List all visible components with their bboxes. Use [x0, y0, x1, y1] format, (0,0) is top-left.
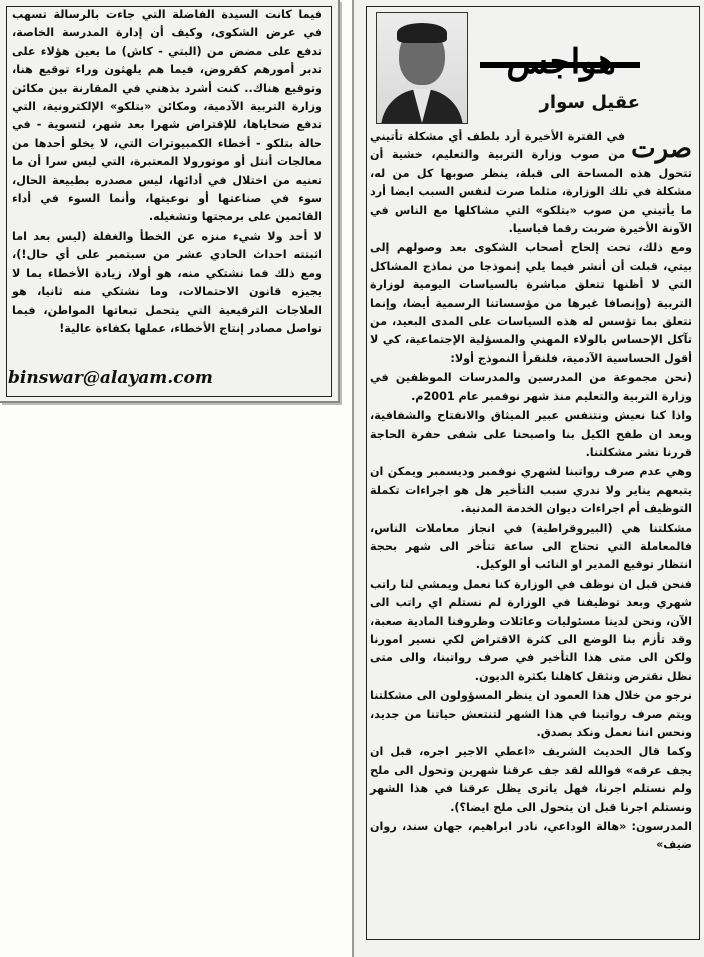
right-paragraph: (نحن مجموعة من المدرسين والمدرسات الموظفين في وزارة التربية والتعليم منذ شهر نوفمبر عام 2001م.: [370, 371, 692, 403]
author-name: عقيل سوار: [539, 92, 640, 113]
right-paragraph: مشكلتنا هي (البيروقراطية) في انجاز معاملات الناس، فالمعاملة التي تحتاج الى ساعة تتأخر الى شهر بحجة انتظار توقيع المدير او النائب أو الوكيل.: [370, 521, 692, 572]
column-title: هواجس: [506, 42, 616, 82]
author-photo: [376, 12, 468, 124]
right-paragraph: في الفترة الأخيرة أرد بلطف أي مشكلة تأتيني من صوب وزارة التربية والتعليم، خشية أن تتحول هذه المساحة الى قبلة، ينظر صوبها كل من له، مشكلة في تلك الوزارة، مثلما صرت لنفس السبب ايضا أرد ما يأتيني من صوب «بتلكو» التي مشاكلها مع الناس في الآونة الأخيرة ضربت رقما قياسيا.: [370, 130, 692, 236]
author-email: binswar@alayam.com: [8, 368, 213, 388]
right-article-body: [370, 128, 692, 856]
right-paragraph: ومع ذلك، تحت إلحاح أصحاب الشكوى بعد وصولهم إلى بيتي، قبلت أن أنشر فيما يلي إنموذجا من نماذج المشاكل التي لا أظنها تتعلق مباشرة بالسياسات اليومية لوزارة التربية (وإنصافا غيرها من مؤسساتنا الرسمية أيضا، وإنما تتعلق بما تؤسس له هذه السياسات على المدى البعيد، من تآكل الإحساس بالولاء المهني والمسؤلية الإجتماعية، كي لا أقول الحساسية الآدمية، فلنقرأ النموذج أولا:: [370, 241, 692, 365]
right-paragraph: نرجو من خلال هذا العمود ان ينظر المسؤولون الى مشكلتنا ويتم صرف رواتبنا في هذا الشهر لتنتعش حياتنا من جديد، ونحس اننا نعمل ونكد بصدق.: [370, 689, 692, 739]
left-paragraph: لا أحد ولا شيء منزه عن الخطأ والغفلة (ليس بعد اما اثبتته احداث الحادي عشر من سبتمبر على أي حال!)، ومع ذلك فما نشتكي منه، هو أولا، زيادة الأخطاء بما لا يجيزه قانون الاحتمالات، وما نشتكي منه ثانيا، هو العلاجات الترقيعية التي يتحمل تبعاتها المواطن، فيما تواصل مصادر إنتاج الأخطاء، عملها بكفاءة عالية!: [12, 229, 322, 335]
lead-word: صرت: [631, 134, 692, 164]
left-article-body: [12, 6, 322, 339]
left-article-clipping: [0, 0, 340, 403]
right-paragraph: وهي عدم صرف رواتبنا لشهري نوفمبر وديسمبر ويمكن ان يتبعهم يناير ولا ندري سبب التأخير هل هو اجراءات تكملة التوظيف أم اجراءات ديوان الخدمة المدنية.: [370, 465, 692, 516]
right-paragraph: المدرسون: «هالة الوداعي، نادر ابراهيم، جهان سند، روان ضيف»: [370, 820, 692, 852]
right-paragraph: فنحن قبل ان نوظف في الوزارة كنا نعمل ويمشي لنا راتب شهري وبعد توظيفنا في الوزارة لم نستلم اي راتب الى الآن، ونحن لدينا مسئوليات وعائلات وظروفنا المادية صعبة، وقد تأزم بنا الوضع الى كثرة الاقتراض لكي نسير امورنا ولكن الى متى هذا التأخير في صرف رواتبنا، والى متى نظل نقترض ونثقل كاهلنا بكثرة الديون.: [370, 577, 692, 683]
left-paragraph: فيما كانت السيدة الفاضلة التي جاءت بالرسالة تسهب في عرض الشكوى، وكيف أن إدارة المدرسة الخاصة، تدفع على مضض من (البتي - كاش) ما يعين هؤلاء على تدبر أمورهم كقروض، فيما هم يلهثون وراء توقيع هنا، وتوقيع هناك.. كنت أشرد بذهني في المقارنة بين مكائن وزارة التربية الآدمية، ومكائن «بتلكو» الإلكترونية، التي تدفع ضحاياها، للإقتراض شهرا بعد شهر، لتسوية - في حالة بتلكو - أخطاء الكمبيوترات التي، لا يخلو أحدها من معالجات أنتل أو موتورولا المعتبرة، التي ليس سرا أن ما تعنيه من اختلال في أدائها، ليس مصدره بطبيعة الحال، سوء في صناعتها أو نوعيتها، وأنما السوء في أداء القائمين على برمجتها وتشغيله.: [12, 8, 322, 224]
right-paragraph: وكما قال الحديث الشريف «اعطي الاجير اجره، قبل ان يجف عرقه» فوالله لقد جف عرقنا شهرين وتحول الى ملح ولم نستلم اجرنا، فهل ياترى يظل عرقنا في هذا الشهر ونستلم اجرنا قبل ان يتحول الى ملح ايضا؟).: [370, 745, 692, 814]
right-paragraph: واذا كنا نعيش ونتنفس عبير الميثاق والانفتاح والشفافية، وبعد ان طفح الكيل بنا واصبحنا على شفى حفرة الحاجة قررنا نشر مشكلتنا.: [370, 409, 692, 459]
